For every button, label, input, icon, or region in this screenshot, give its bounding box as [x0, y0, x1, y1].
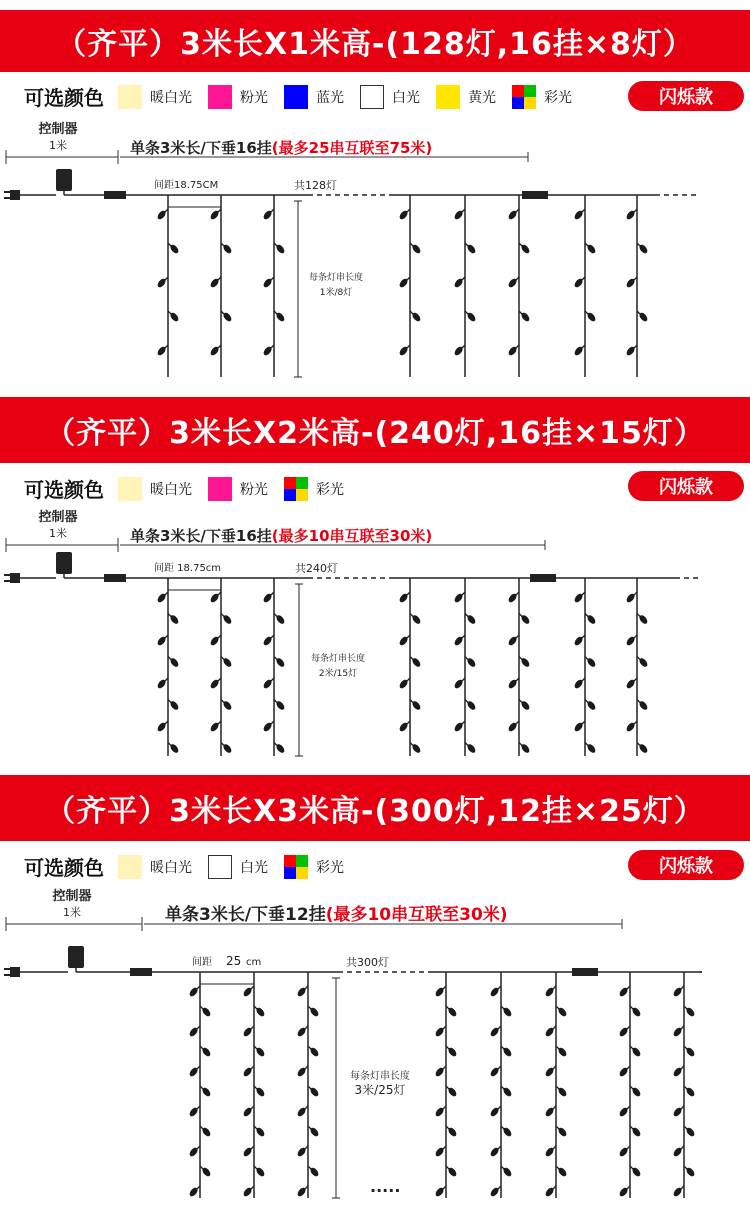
color-name: 暖白光 — [150, 859, 192, 876]
section-3-flash-badge — [628, 850, 744, 880]
color-name: 白光 — [392, 89, 420, 106]
connector-plug — [104, 191, 126, 199]
end-connector — [572, 968, 598, 976]
colors-label: 可选颜色 — [24, 478, 104, 502]
spacing-label: 间距 — [192, 957, 212, 968]
controller-label: 控制器 — [52, 889, 92, 904]
ellipsis-mark: ..... — [370, 1177, 401, 1196]
section-1-color-options — [24, 82, 588, 111]
colors-label: 可选颜色 — [24, 86, 104, 110]
section-1-title: （齐平）3米长X1米高-(128灯,16挂×8灯） — [56, 27, 694, 62]
interconnect-label: (最多10串互联至30米) — [325, 905, 508, 925]
strand-length-value: 1米/8灯 — [319, 288, 353, 298]
strand-length-value: 3米/25灯 — [354, 1083, 406, 1097]
controller-box — [56, 169, 72, 191]
color-name: 彩光 — [316, 859, 344, 876]
controller-length-label: 1米 — [49, 139, 67, 152]
controller-box — [68, 946, 84, 968]
section-3-title-banner — [0, 775, 750, 841]
multicolor-swatch — [284, 855, 308, 879]
span-label: 单条3米长/下垂16挂 — [130, 527, 272, 545]
badge-text: 闪烁款 — [659, 477, 713, 498]
plug-icon — [10, 190, 20, 200]
spacing-value: 25 — [226, 954, 242, 968]
color-name: 白光 — [240, 859, 268, 876]
total-lamps-label: 共128灯 — [294, 179, 337, 192]
warm-white-swatch — [118, 477, 142, 501]
plug-icon — [10, 573, 20, 583]
color-name: 粉光 — [240, 481, 268, 498]
section-2-title-banner — [0, 397, 750, 463]
section-1-title-banner — [0, 10, 750, 72]
total-lamps-label: 共240灯 — [295, 562, 338, 575]
section-3-wiring-diagram — [0, 882, 750, 1212]
controller-length-label: 1米 — [49, 527, 67, 540]
spacing-unit: cm — [246, 957, 262, 968]
end-connector — [530, 574, 556, 582]
section-2-wiring-diagram — [0, 503, 750, 773]
multicolor-swatch — [284, 477, 308, 501]
end-connector — [522, 191, 548, 199]
span-label: 单条3米长/下垂12挂 — [165, 905, 326, 925]
section-1-flash-badge — [628, 81, 744, 111]
interconnect-label: (最多10串互联至30米) — [271, 527, 433, 545]
controller-label: 控制器 — [38, 510, 78, 525]
section-2-flash-badge — [628, 471, 744, 501]
color-name: 粉光 — [240, 89, 268, 106]
spacing-label: 间距18.75CM — [154, 180, 219, 191]
color-name: 黄光 — [468, 89, 496, 106]
strand-length-label: 每条灯串长度 — [310, 654, 366, 664]
controller-label: 控制器 — [38, 122, 78, 137]
badge-text: 闪烁款 — [659, 856, 713, 877]
blue-swatch — [284, 85, 308, 109]
strand-length-label: 每条灯串长度 — [308, 273, 364, 283]
connector-plug — [104, 574, 126, 582]
section-1-wiring-diagram — [0, 115, 750, 395]
strand-length-value: 2米/15灯 — [318, 669, 358, 679]
controller-box — [56, 552, 72, 574]
interconnect-label: (最多25串互联至75米) — [271, 139, 433, 157]
multicolor-swatch — [512, 85, 536, 109]
pink-swatch — [208, 85, 232, 109]
strand-length-label: 每条灯串长度 — [350, 1071, 410, 1082]
color-name: 暖白光 — [150, 89, 192, 106]
section-2-color-options — [24, 474, 360, 503]
pink-swatch — [208, 477, 232, 501]
color-name: 彩光 — [316, 481, 344, 498]
plug-icon — [10, 967, 20, 977]
warm-white-swatch — [118, 85, 142, 109]
color-name: 暖白光 — [150, 481, 192, 498]
white-swatch — [360, 85, 384, 109]
color-name: 蓝光 — [316, 89, 344, 106]
section-2-title: （齐平）3米长X2米高-(240灯,16挂×15灯） — [45, 416, 705, 451]
section-3-title: （齐平）3米长X3米高-(300灯,12挂×25灯） — [45, 794, 705, 829]
color-name: 彩光 — [544, 89, 572, 106]
controller-length-label: 1米 — [63, 906, 81, 919]
white-swatch — [208, 855, 232, 879]
span-label: 单条3米长/下垂16挂 — [130, 139, 272, 157]
spacing-label: 间距 18.75cm — [154, 563, 222, 574]
badge-text: 闪烁款 — [659, 87, 713, 108]
connector-plug — [130, 968, 152, 976]
yellow-swatch — [436, 85, 460, 109]
warm-white-swatch — [118, 855, 142, 879]
section-3-color-options — [24, 852, 360, 881]
colors-label: 可选颜色 — [24, 856, 104, 880]
total-lamps-label: 共300灯 — [346, 956, 389, 969]
